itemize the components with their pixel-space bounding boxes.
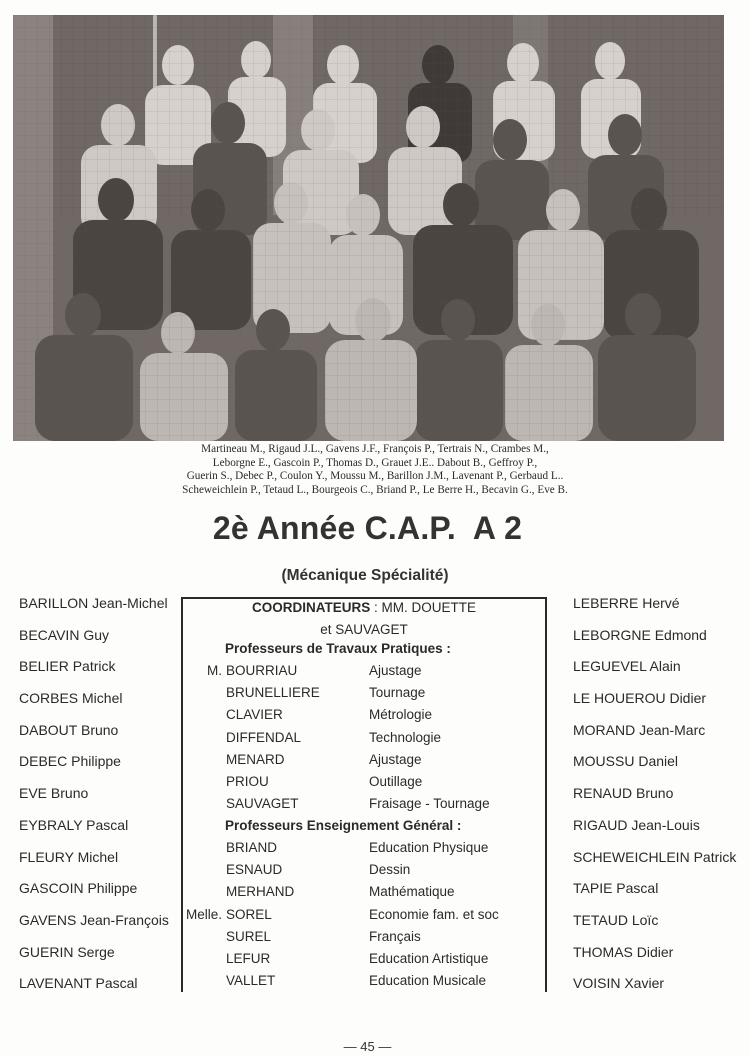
page-title: 2è Année C.A.P. A 2 — [212, 510, 523, 546]
staff-row — [183, 685, 545, 705]
student-name: GUERIN Serge — [19, 943, 115, 960]
student-name: CORBES Michel — [19, 690, 123, 707]
staff-name: MERHAND — [226, 884, 295, 900]
student-name: EVE Bruno — [19, 785, 89, 802]
practical-heading: Professeurs de Travaux Pratiques : — [225, 641, 451, 656]
staff-name: SUREL — [226, 928, 272, 944]
student-name: RENAUD Bruno — [573, 785, 674, 802]
student-name: FLEURY Michel — [19, 848, 119, 865]
staff-box — [181, 597, 547, 992]
staff-name: SOREL — [226, 906, 272, 922]
staff-row — [183, 862, 545, 882]
staff-name: DIFFENDAL — [226, 729, 302, 745]
staff-subject: Education Artistique — [369, 951, 489, 966]
staff-subject: Métrologie — [369, 707, 433, 723]
staff-subject: Education Physique — [369, 840, 489, 855]
student-name: TAPIE Pascal — [573, 880, 659, 897]
page-number: — 45 — — [343, 1039, 392, 1054]
staff-name: SAUVAGET — [226, 796, 299, 812]
class-photo — [13, 15, 724, 441]
coordinators-line — [183, 600, 545, 615]
coordinators-names: : MM. DOUETTE — [370, 600, 476, 615]
student-name: BELIER Patrick — [19, 658, 116, 675]
student-name: MORAND Jean-Marc — [573, 721, 706, 738]
staff-name: BOURRIAU — [226, 663, 298, 678]
student-name: LEBERRE Hervé — [573, 595, 680, 611]
student-name: VOISIN Xavier — [573, 975, 665, 992]
student-name: GAVENS Jean-François — [19, 911, 169, 928]
staff-subject: Dessin — [369, 862, 411, 878]
student-name: THOMAS Didier — [573, 943, 674, 960]
staff-row — [183, 929, 545, 949]
general-heading: Professeurs Enseignement Général : — [225, 818, 462, 833]
staff-name: MENARD — [226, 751, 285, 767]
page-subtitle: (Mécanique Spécialité) — [281, 567, 449, 584]
coordinators-line-2: et SAUVAGET — [320, 622, 408, 637]
staff-name: VALLET — [226, 973, 276, 989]
staff-row — [183, 796, 545, 816]
staff-subject: Tournage — [369, 685, 426, 701]
student-name: LEBORGNE Edmond — [573, 626, 707, 643]
student-name: GASCOIN Philippe — [19, 880, 138, 897]
staff-name: BRUNELLIERE — [226, 685, 320, 701]
caption-line: Scheweichlein P., Tetaud L., Bourgeois C., Briand P., Le Berre H., Becavin G., Eve B. — [182, 483, 568, 496]
staff-row — [183, 774, 545, 794]
staff-row — [183, 663, 545, 683]
staff-subject: Ajustage — [369, 663, 422, 678]
staff-row — [183, 840, 545, 860]
staff-name: LEFUR — [226, 951, 271, 966]
staff-subject: Français — [369, 928, 421, 944]
staff-subject: Outillage — [369, 774, 423, 789]
staff-row — [183, 907, 545, 927]
coordinators-label: COORDINATEURS — [251, 600, 371, 615]
staff-row — [183, 707, 545, 727]
staff-title-prefix: M. — [207, 663, 222, 678]
student-name: DABOUT Bruno — [19, 721, 119, 738]
staff-row — [183, 730, 545, 750]
students-left-column — [19, 594, 169, 1006]
staff-subject: Ajustage — [369, 751, 422, 767]
student-name: LEGUEVEL Alain — [573, 658, 681, 675]
caption-line: Martineau M., Rigaud J.L., Gavens J.F., François P., Tertrais N., Crambes M., — [201, 443, 549, 455]
student-name: EYBRALY Pascal — [19, 816, 129, 833]
staff-subject: Economie fam. et soc — [369, 906, 499, 922]
staff-subject: Technologie — [369, 729, 442, 745]
staff-row — [183, 951, 545, 971]
staff-name: ESNAUD — [226, 862, 283, 878]
student-name: BECAVIN Guy — [19, 626, 109, 643]
class-photo-image — [13, 15, 724, 441]
staff-row — [183, 752, 545, 772]
staff-subject: Education Musicale — [369, 973, 487, 989]
student-name: BARILLON Jean-Michel — [19, 595, 168, 611]
staff-subject: Fraisage - Tournage — [369, 796, 490, 812]
caption-line: Leborgne E., Gascoin P., Thomas D., Grauet J.E.. Dabout B., Geffroy P., — [212, 456, 538, 469]
student-name: LAVENANT Pascal — [19, 975, 138, 992]
staff-name: BRIAND — [226, 840, 278, 855]
student-name: DEBEC Philippe — [19, 753, 121, 770]
student-name: MOUSSU Daniel — [573, 753, 679, 770]
student-name: RIGAUD Jean-Louis — [573, 816, 700, 833]
staff-name: PRIOU — [226, 774, 269, 789]
staff-row — [183, 973, 545, 993]
caption-line: Guerin S., Debec P., Coulon Y., Moussu M., Barillon J.M., Lavenant P., Gerbaud L.. — [186, 470, 564, 482]
students-right-column — [573, 594, 736, 1006]
student-name: LE HOUEROU Didier — [573, 690, 707, 707]
student-name: TETAUD Loïc — [573, 911, 659, 928]
staff-title-prefix: Melle. — [185, 906, 222, 922]
photo-caption — [100, 443, 650, 497]
staff-name: CLAVIER — [226, 707, 283, 723]
staff-subject: Mathématique — [369, 884, 455, 900]
student-name: SCHEWEICHLEIN Patrick — [573, 848, 737, 865]
staff-row — [183, 884, 545, 904]
